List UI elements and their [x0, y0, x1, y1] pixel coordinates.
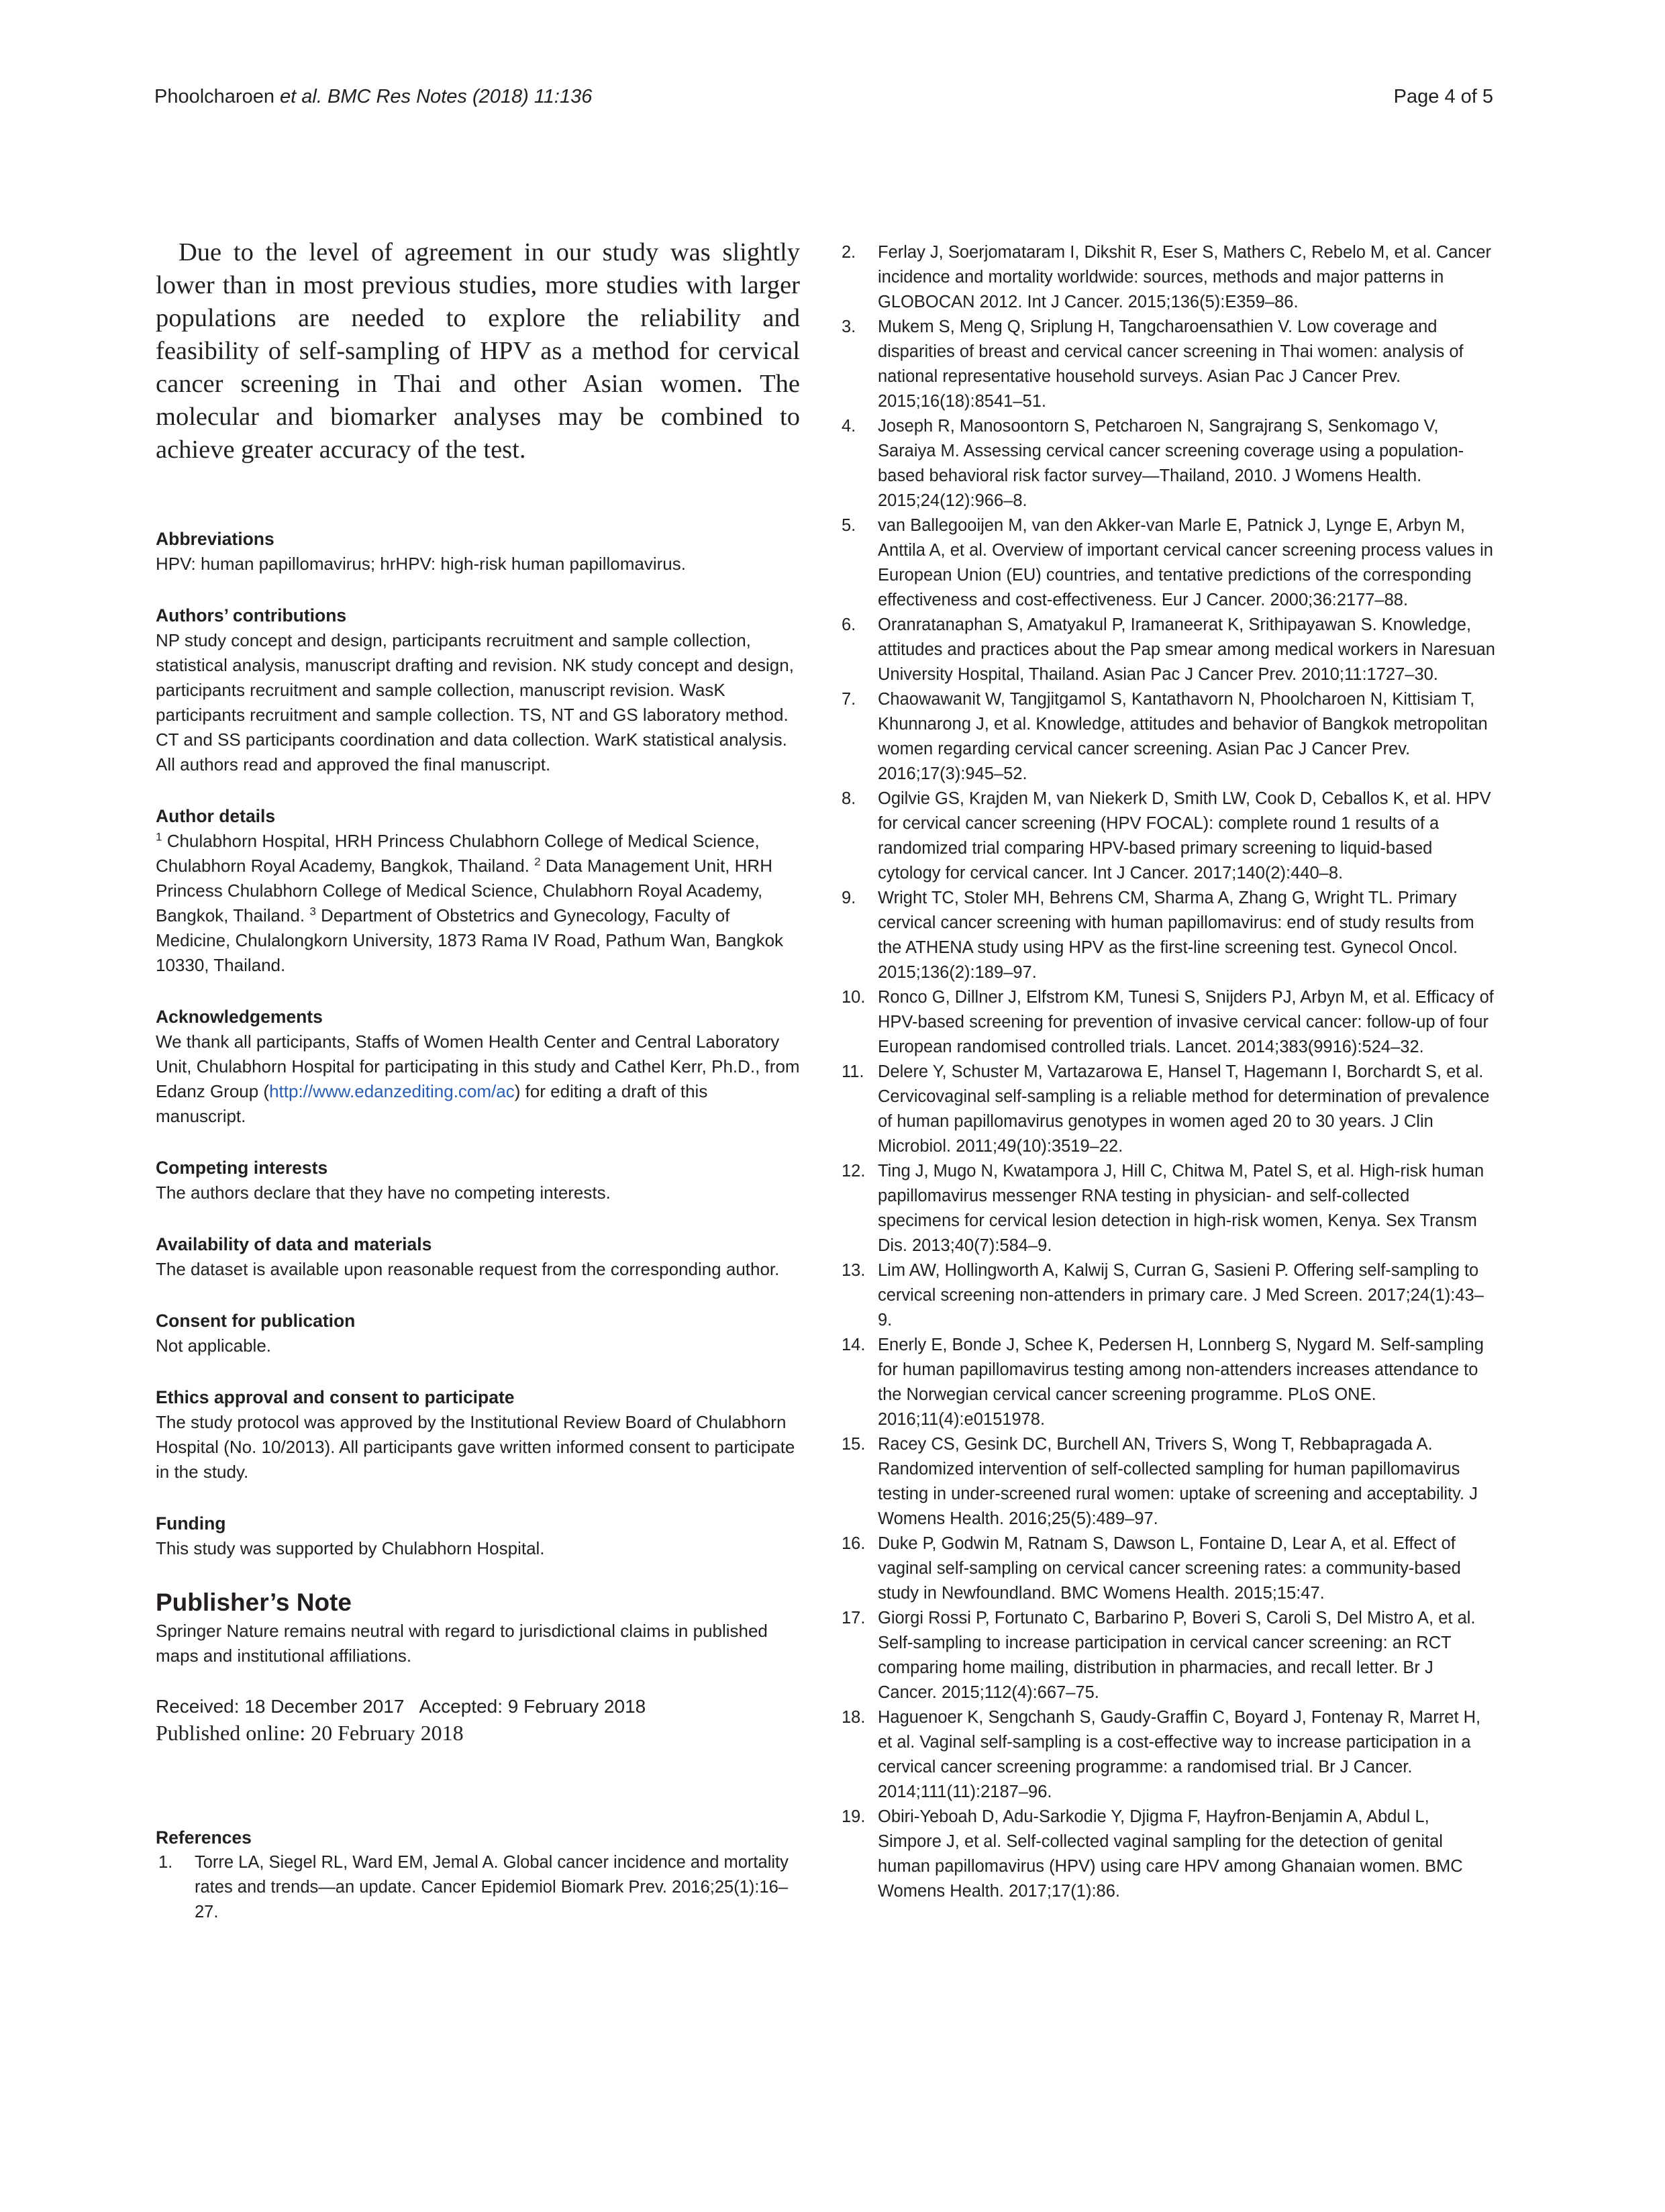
reference-number: 4. — [842, 417, 856, 436]
reference-text: Ogilvie GS, Krajden M, van Niekerk D, Smith LW, Cook D, Ceballos K, et al. HPV for cervical cancer screening (HPV FOCAL): complete round 1 results of a randomized trial comparing HPV-based primary screening to liquid-based cytology for cervical cancer. Int J Cancer. 2017;140(2):440–8. — [878, 789, 1491, 883]
section-text — [156, 1029, 800, 1129]
reference-item — [839, 1805, 1495, 1904]
reference-text: Lim AW, Hollingworth A, Kalwij S, Curran G, Sasieni P. Offering self-sampling to cervical screening non-attenders in primary care. J Med Screen. 2017;24(1):43–9. — [878, 1261, 1484, 1329]
reference-item — [839, 414, 1495, 513]
section-heading: Ethics approval and consent to participate — [156, 1387, 515, 1407]
ack-text-start: We thank all participants, Staffs of Women Health Center and Central Laboratory Unit, Chulabhorn Hospital for participating in this study and Cathel Kerr, Ph.D., from Edanz Group ( — [156, 1032, 800, 1101]
section-heading: Acknowledgements — [156, 1007, 323, 1027]
affiliation-3: Department of Obstetrics and Gynecology, Faculty of Medicine, Chulalongkorn University, 1873 Rama IV Road, Pathum Wan, Bangkok 10330, Thailand. — [156, 905, 784, 975]
reference-text: Obiri-Yeboah D, Adu-Sarkodie Y, Djigma F, Hayfron-Benjamin A, Abdul L, Simpore J, et al. Self-collected vaginal sampling for the detection of genital human papillomavirus (HPV) using care HPV among Ghanaian women. BMC Womens Health. 2017;17(1):86. — [878, 1807, 1463, 1901]
consent-section — [156, 1309, 800, 1358]
reference-text: Enerly E, Bonde J, Schee K, Pedersen H, Lonnberg S, Nygard M. Self-sampling for human papillomavirus testing among non-attenders increases attendance to the Norwegian cervical cancer screening programme. PLoS ONE. 2016;11(4):e0151978. — [878, 1336, 1484, 1429]
reference-item — [839, 513, 1495, 613]
affiliation-marker: 2 — [534, 855, 541, 868]
reference-text: Duke P, Godwin M, Ratnam S, Dawson L, Fontaine D, Lear A, et al. Effect of vaginal self-sampling on cervical cancer screening rates: a community-based study in Newfoundland. BMC Womens Health. 2015;15:47. — [878, 1534, 1461, 1603]
affiliations-text — [156, 829, 800, 978]
reference-item — [839, 1060, 1495, 1159]
section-text: This study was supported by Chulabhorn Hospital. — [156, 1538, 545, 1558]
section-text: The study protocol was approved by the Institutional Review Board of Chulabhorn Hospital (No. 10/2013). All participants gave written informed consent to participate in the study. — [156, 1412, 795, 1482]
accepted-date: Accepted: 9 February 2018 — [419, 1696, 646, 1717]
reference-number: 14. — [842, 1336, 866, 1354]
reference-number: 3. — [842, 317, 856, 336]
reference-item — [839, 1258, 1495, 1333]
body-paragraph: Due to the level of agreement in our study was slightly lower than in most previous studies, more studies with larger populations are needed to explore the reliability and feasibility of self-sampling of HPV as a method for cervical cancer screening in Thai and other Asian women. The molecular and biomarker analyses may be combined to achieve greater accuracy of the test. — [156, 238, 800, 464]
reference-number: 11. — [842, 1062, 864, 1081]
reference-text: Racey CS, Gesink DC, Burchell AN, Trivers S, Wong T, Rebbapragada A. Randomized intervention of self-collected sampling for human papillomavirus testing in under-screened rural women: uptake of screening and acceptability. J Womens Health. 2016;25(5):489–97. — [878, 1435, 1478, 1528]
reference-text: Mukem S, Meng Q, Sriplung H, Tangcharoensathien V. Low coverage and disparities of breast and cervical cancer screening in Thai women: analysis of national representative household surveys. Asian Pac J Cancer Prev. 2015;16(18):8541–51. — [878, 317, 1464, 411]
competing-interests-section — [156, 1156, 800, 1205]
section-heading: Authors’ contributions — [156, 605, 347, 625]
reference-item — [839, 1606, 1495, 1705]
reference-number: 1. — [158, 1853, 173, 1872]
reference-item — [839, 240, 1495, 315]
header-etal: et al. — [280, 86, 322, 107]
reference-number: 19. — [842, 1807, 866, 1826]
publishers-note-text: Springer Nature remains neutral with regard to jurisdictional claims in published maps and institutional affiliations. — [156, 1621, 768, 1666]
section-text: NP study concept and design, participants recruitment and sample collection, statistical analysis, manuscript drafting and revision. NK study concept and design, participants recruitment and sample collection, manuscript revision. WasK participants recruitment and sample collection. TS, NT and GS laboratory method. CT and SS participants coordination and data collection. WarK statistical analysis. All authors read and approved the final manuscript. — [156, 630, 794, 774]
reference-number: 2. — [842, 243, 856, 262]
funding-section — [156, 1511, 800, 1561]
reference-text: Giorgi Rossi P, Fortunato C, Barbarino P, Boveri S, Caroli S, Del Mistro A, et al. Self-sampling to increase participation in cervical cancer screening: an RCT comparing home mailing, distribution in pharmacies, and recall letter. Br J Cancer. 2015;112(4):667–75. — [878, 1609, 1476, 1702]
affiliation-1: Chulabhorn Hospital, HRH Princess Chulabhorn College of Medical Science, Chulabhorn Royal Academy, Bangkok, Thailand. — [156, 831, 760, 876]
reference-item — [839, 1531, 1495, 1606]
reference-item — [839, 1159, 1495, 1258]
section-heading: Author details — [156, 806, 276, 826]
ethics-section — [156, 1385, 800, 1485]
running-header — [154, 86, 1493, 115]
reference-number: 15. — [842, 1435, 866, 1454]
reference-item — [839, 613, 1495, 687]
section-heading: Funding — [156, 1513, 226, 1534]
reference-item — [156, 1850, 800, 1925]
reference-text: Ferlay J, Soerjomataram I, Dikshit R, Eser S, Mathers C, Rebelo M, et al. Cancer incidence and mortality worldwide: sources, methods and major patterns in GLOBOCAN 2012. Int J Cancer. 2015;136(5):E359–86. — [878, 243, 1492, 311]
section-text: Not applicable. — [156, 1336, 271, 1356]
reference-text: Ronco G, Dillner J, Elfstrom KM, Tunesi S, Snijders PJ, Arbyn M, et al. Efficacy of HPV-based screening for prevention of invasive cervical cancer: follow-up of four European randomised controlled trials. Lancet. 2014;383(9916):524–32. — [878, 988, 1494, 1056]
reference-text: Torre LA, Siegel RL, Ward EM, Jemal A. Global cancer incidence and mortality rates and trends—an update. Cancer Epidemiol Biomark Prev. 2016;25(1):16–27. — [195, 1853, 789, 1921]
published-date: Published online: 20 February 2018 — [156, 1721, 464, 1745]
reference-item — [839, 315, 1495, 414]
affiliation-2: Data Management Unit, HRH Princess Chulabhorn College of Medical Science, Chulabhorn Royal Academy, Bangkok, Thailand. — [156, 856, 772, 925]
reference-number: 9. — [842, 889, 856, 907]
page-number: Page 4 of 5 — [1393, 86, 1493, 107]
received-accepted-line — [156, 1694, 800, 1719]
reference-text: Oranratanaphan S, Amatyakul P, Iramaneerat K, Srithipayawan S. Knowledge, attitudes and practices about the Pap smear among medical workers in Naresuan University Hospital, Thailand. Asian Pac J Cancer Prev. 2010;11:1727–30. — [878, 615, 1495, 684]
reference-text: Haguenoer K, Sengchanh S, Gaudy-Graffin C, Boyard J, Fontenay R, Marret H, et al. Vaginal self-sampling is a cost-effective way to increase participation in a cervical cancer screening programme: a randomised trial. Br J Cancer. 2014;111(11):2187–96. — [878, 1708, 1481, 1801]
reference-text: van Ballegooijen M, van den Akker-van Marle E, Patnick J, Lynge E, Arbyn M, Anttila A, et al. Overview of important cervical cancer screening process values in European Union (EU) countries, and tentative predictions of the corresponding effectiveness and cost-effectiveness. Eur J Cancer. 2000;36:2177–88. — [878, 516, 1493, 609]
ack-text-end: ) for editing a draft of this manuscript. — [156, 1081, 708, 1126]
contributions-section — [156, 603, 800, 777]
section-heading: Competing interests — [156, 1158, 328, 1178]
header-authors: Phoolcharoen — [154, 86, 274, 107]
author-details-section — [156, 804, 800, 978]
references-heading: References — [156, 1827, 252, 1848]
reference-number: 17. — [842, 1609, 866, 1627]
reference-text: Delere Y, Schuster M, Vartazarowa E, Hansel T, Hagemann I, Borchardt S, et al. Cervicovaginal self-sampling is a reliable method for determination of prevalence of human papillomavirus genotypes in women aged 20 to 30 years. J Clin Microbiol. 2011;49(10):3519–22. — [878, 1062, 1490, 1156]
reference-item — [839, 886, 1495, 985]
article-dates — [156, 1694, 800, 1746]
left-column — [156, 236, 800, 1925]
reference-number: 13. — [842, 1261, 866, 1280]
section-heading: Availability of data and materials — [156, 1234, 432, 1254]
publishers-note — [156, 1587, 800, 1668]
section-heading: Consent for publication — [156, 1311, 356, 1331]
references-list — [839, 240, 1495, 1904]
edanz-link[interactable]: http://www.edanzediting.com/ac — [269, 1081, 515, 1101]
reference-number: 6. — [842, 615, 856, 634]
publishers-note-heading: Publisher’s Note — [156, 1589, 352, 1616]
section-text: The authors declare that they have no competing interests. — [156, 1183, 611, 1203]
reference-number: 18. — [842, 1708, 866, 1727]
affiliation-marker: 3 — [309, 905, 316, 918]
section-text: HPV: human papillomavirus; hrHPV: high-risk human papillomavirus. — [156, 554, 686, 574]
header-citation: (2018) 11:136 — [472, 86, 593, 107]
availability-section — [156, 1232, 800, 1282]
abbreviations-section — [156, 527, 800, 576]
section-heading: Abbreviations — [156, 529, 274, 549]
received-date: Received: 18 December 2017 — [156, 1696, 405, 1717]
acknowledgements-section — [156, 1005, 800, 1129]
reference-item — [839, 687, 1495, 787]
reference-number: 7. — [842, 690, 856, 709]
reference-text: Joseph R, Manosoontorn S, Petcharoen N, Sangrajrang S, Senkomago V, Saraiya M. Assessing cervical cancer screening coverage using a population-based behavioral risk factor survey—Thailand, 2010. J Womens Health. 2015;24(12):966–8. — [878, 417, 1464, 510]
reference-text: Chaowawanit W, Tangjitgamol S, Kantathavorn N, Phoolcharoen N, Kittisiam T, Khunnarong J, et al. Knowledge, attitudes and behavior of Bangkok metropolitan women regarding cervical cancer screening. Asian Pac J Cancer Prev. 2016;17(3):945–52. — [878, 690, 1488, 783]
reference-text: Ting J, Mugo N, Kwatampora J, Hill C, Chitwa M, Patel S, et al. High-risk human papillomavirus messenger RNA testing in physician- and self-collected specimens for cervical lesion detection in high-risk women, Kenya. Sex Transm Dis. 2013;40(7):584–9. — [878, 1162, 1484, 1255]
reference-item — [839, 985, 1495, 1060]
reference-item — [839, 1333, 1495, 1432]
affiliation-marker: 1 — [156, 830, 162, 844]
reference-number: 5. — [842, 516, 856, 535]
header-journal: BMC Res Notes — [327, 86, 467, 107]
section-text: The dataset is available upon reasonable request from the corresponding author. — [156, 1259, 780, 1279]
reference-number: 16. — [842, 1534, 866, 1553]
reference-number: 8. — [842, 789, 856, 808]
running-header-citation — [154, 86, 592, 108]
reference-item — [839, 1432, 1495, 1531]
reference-item — [839, 1705, 1495, 1805]
reference-number: 12. — [842, 1162, 866, 1180]
reference-text: Wright TC, Stoler MH, Behrens CM, Sharma A, Zhang G, Wright TL. Primary cervical cancer screening with human papillomavirus: end of study results from the ATHENA study using HPV as the first-line screening test. Gynecol Oncol. 2015;136(2):189–97. — [878, 889, 1474, 982]
reference-item — [839, 787, 1495, 886]
reference-number: 10. — [842, 988, 866, 1007]
